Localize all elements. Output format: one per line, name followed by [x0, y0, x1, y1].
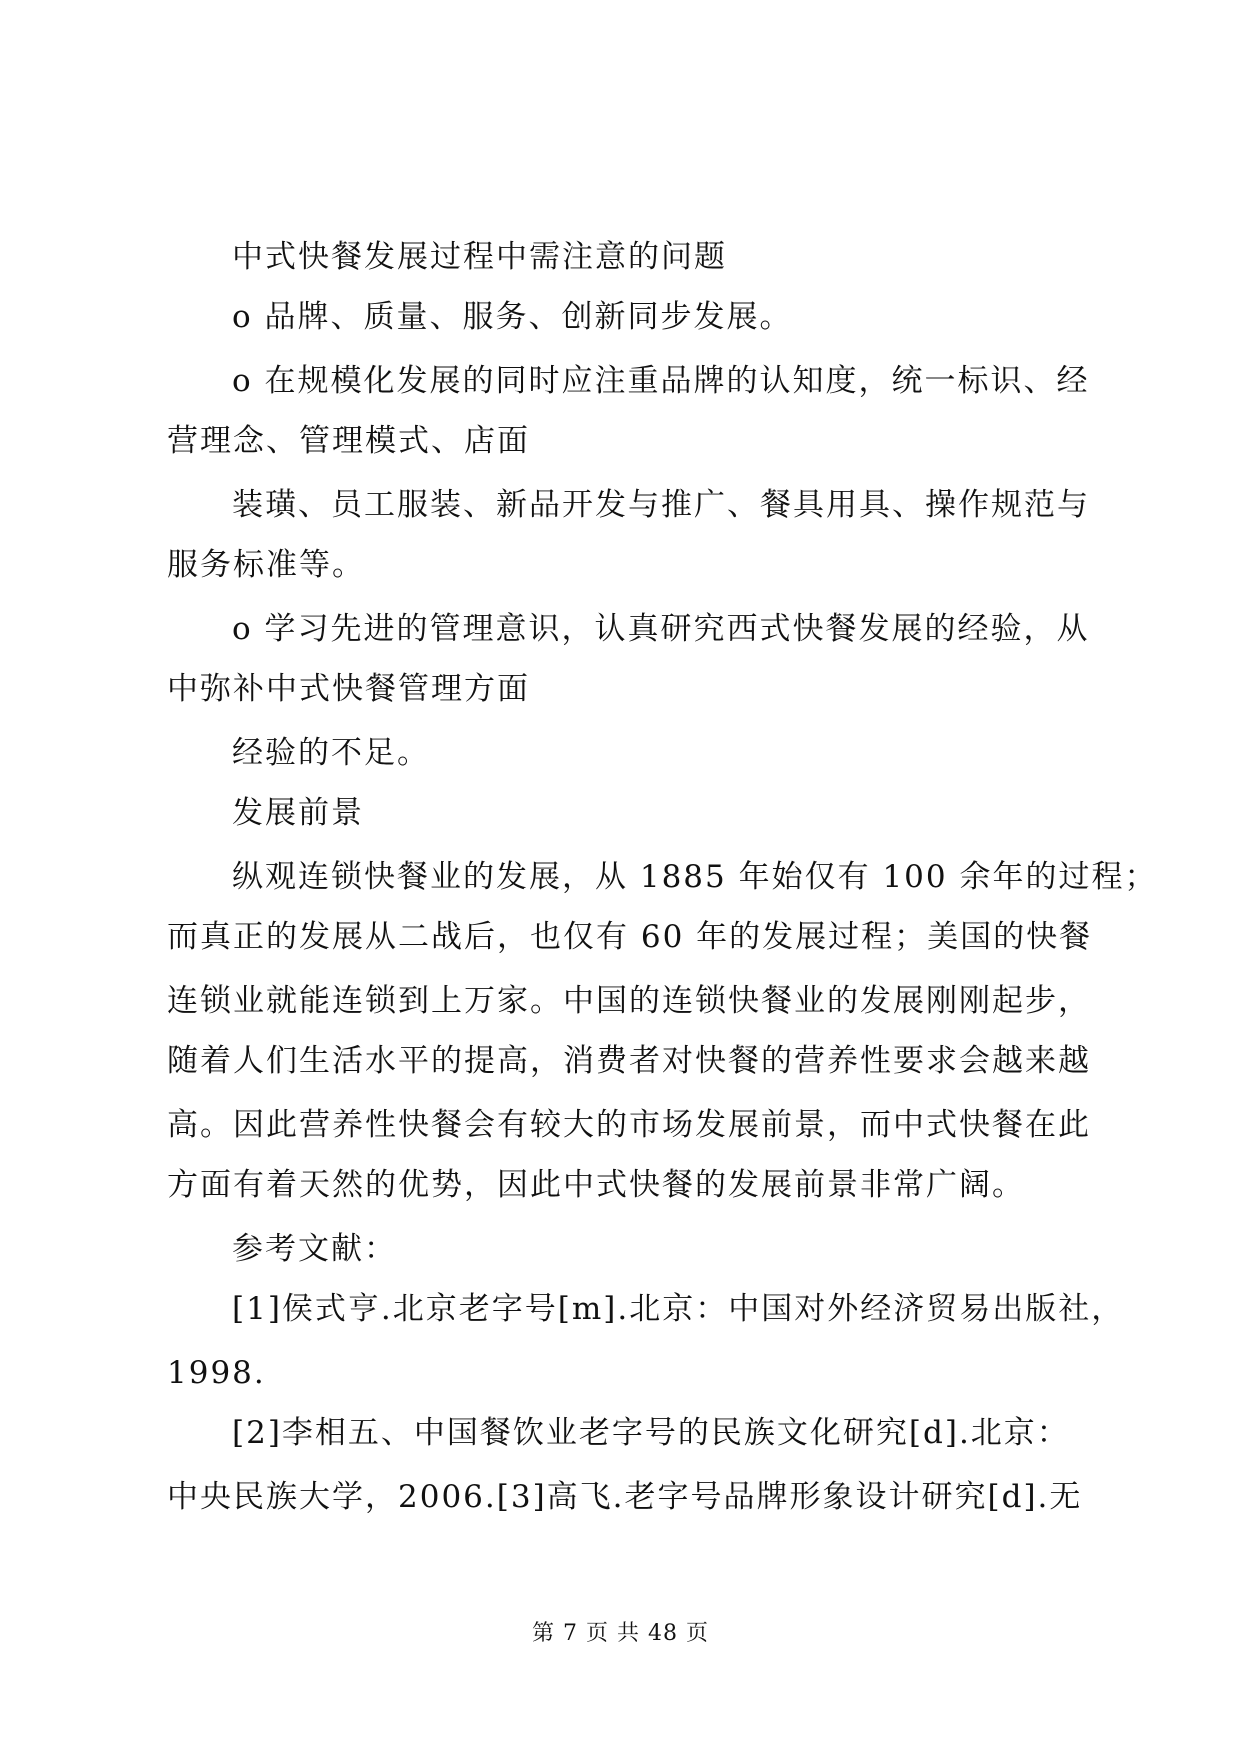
paragraph-line: 纵观连锁快餐业的发展，从 1885 年始仅有 100 余年的过程； — [232, 859, 1158, 895]
reference-line: 中央民族大学，2006.[3]高飞.老字号品牌形象设计研究[d].无 — [167, 1479, 1083, 1515]
paragraph-line: 高。因此营养性快餐会有较大的市场发展前景，而中式快餐在此 — [167, 1107, 1091, 1143]
page-number-footer: 第 7 页 共 48 页 — [532, 1621, 709, 1646]
section-heading: 中式快餐发展过程中需注意的问题 — [232, 239, 727, 275]
references-heading: 参考文献： — [232, 1231, 397, 1267]
paragraph-line: 连锁业就能连锁到上万家。中国的连锁快餐业的发展刚刚起步， — [167, 983, 1091, 1019]
paragraph-line: 经验的不足。 — [232, 735, 430, 771]
section-heading: 发展前景 — [232, 795, 364, 831]
paragraph-line: o 学习先进的管理意识，认真研究西式快餐发展的经验，从 — [232, 611, 1090, 647]
paragraph-line: 而真正的发展从二战后，也仅有 60 年的发展过程；美国的快餐 — [167, 919, 1093, 955]
paragraph-line: 服务标准等。 — [167, 547, 365, 583]
reference-line: [1]侯式亨.北京老字号[m].北京：中国对外经济贸易出版社， — [232, 1291, 1125, 1327]
paragraph-line: 营理念、管理模式、店面 — [167, 423, 530, 459]
paragraph-line: 装璜、员工服装、新品开发与推广、餐具用具、操作规范与 — [232, 487, 1090, 523]
reference-line: [2]李相五、中国餐饮业老字号的民族文化研究[d].北京： — [232, 1415, 1070, 1451]
paragraph-line: o 品牌、质量、服务、创新同步发展。 — [232, 299, 793, 335]
paragraph-line: o 在规模化发展的同时应注重品牌的认知度，统一标识、经 — [232, 363, 1090, 399]
paragraph-line: 随着人们生活水平的提高，消费者对快餐的营养性要求会越来越 — [167, 1043, 1091, 1079]
paragraph-line: 方面有着天然的优势，因此中式快餐的发展前景非常广阔。 — [167, 1167, 1025, 1203]
reference-line: 1998. — [167, 1355, 266, 1391]
paragraph-line: 中弥补中式快餐管理方面 — [167, 671, 530, 707]
